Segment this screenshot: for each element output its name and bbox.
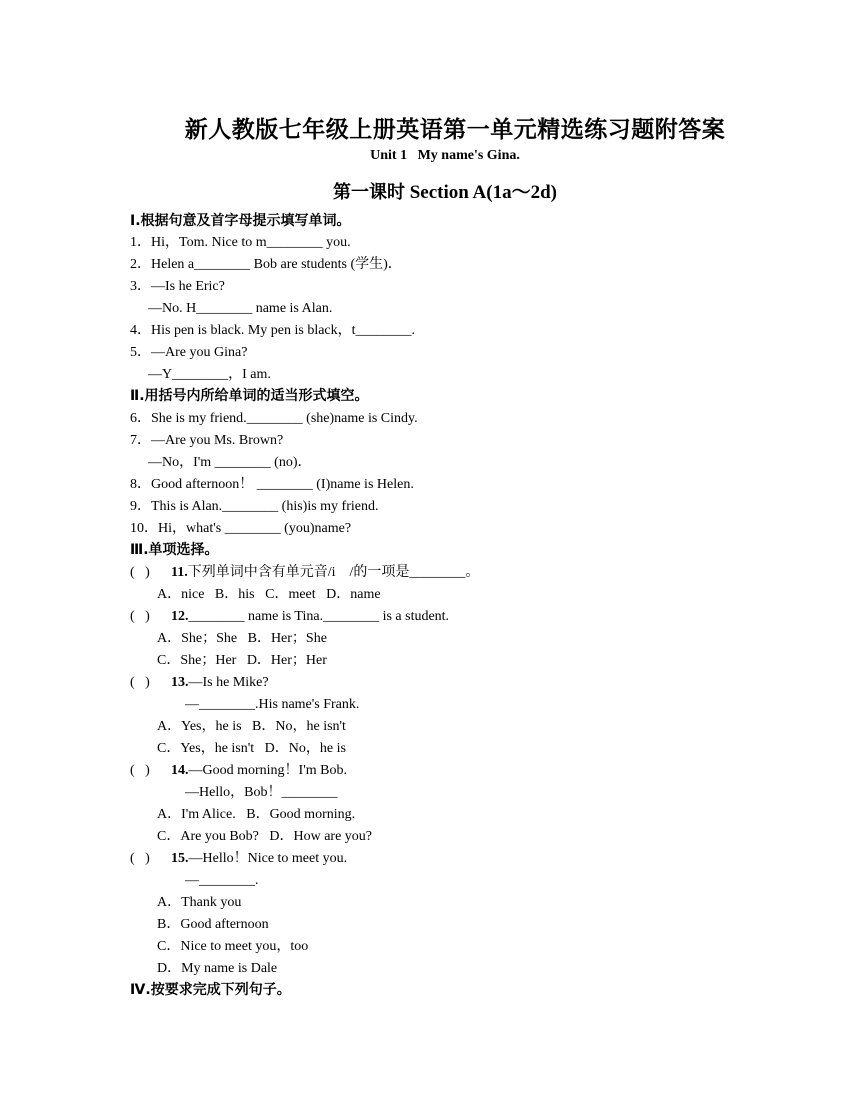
question-14-number: 14.	[171, 763, 189, 778]
question-8: 8．Good afternoon！ ________ (I)name is Helen.	[130, 477, 414, 492]
question-12-stem: ________ name is Tina.________ is a student.	[188, 609, 450, 624]
question-13-line-2: —________.His name's Frank.	[185, 697, 360, 712]
answer-paren-12: ( )	[130, 609, 150, 624]
question-4: 4．His pen is black. My pen is black，t________.	[130, 323, 416, 338]
answer-paren-11: ( )	[130, 565, 150, 580]
question-11-stem: 下列单词中含有单元音/i /的一项是________。	[187, 565, 480, 580]
question-13-options-1: A．Yes，he is B．No，he isn't	[157, 719, 346, 734]
answer-paren-13: ( )	[130, 675, 150, 690]
section-3-heading: Ⅲ.单项选择。	[130, 542, 219, 558]
question-12	[171, 608, 449, 626]
question-15-number: 15.	[171, 851, 189, 866]
lesson-title	[0, 177, 860, 204]
section-2-heading: Ⅱ.用括号内所给单词的适当形式填空。	[130, 388, 369, 404]
question-15-line-2: —________.	[185, 873, 259, 888]
question-12-options-1: A．She；She B．Her；She	[157, 631, 327, 646]
question-15-option-a: A．Thank you	[157, 895, 242, 910]
question-3: 3．—Is he Eric?	[130, 279, 225, 294]
question-12-number: 12.	[171, 609, 189, 624]
unit-title: Unit 1 My name's Gina.	[370, 148, 520, 163]
question-12-options-2: C．She；Her D．Her；Her	[157, 653, 327, 668]
section-1-heading: Ⅰ.根据句意及首字母提示填写单词。	[130, 213, 351, 229]
question-11-number: 11.	[171, 565, 188, 580]
question-5-line-2: —Y________，I am.	[148, 367, 271, 382]
section-4-heading: Ⅳ.按要求完成下列句子。	[130, 982, 291, 998]
question-15-option-c: C．Nice to meet you，too	[157, 939, 309, 954]
lesson-title-en: Section A(1a～2d)	[404, 182, 557, 203]
question-15-option-b: B．Good afternoon	[157, 917, 269, 932]
question-10: 10．Hi，what's ________ (you)name?	[130, 521, 352, 536]
question-13	[171, 674, 269, 692]
question-5: 5．—Are you Gina?	[130, 345, 248, 360]
document-title: 新人教版七年级上册英语第一单元精选练习题附答案	[184, 117, 726, 143]
question-7-line-2: —No，I'm ________ (no)．	[148, 455, 312, 470]
question-13-stem: —Is he Mike?	[188, 675, 269, 690]
question-14-stem: —Good morning！I'm Bob.	[188, 763, 347, 778]
question-15	[171, 850, 347, 868]
question-13-number: 13.	[171, 675, 189, 690]
question-14-options-1: A．I'm Alice. B．Good morning.	[157, 807, 356, 822]
question-14-options-2: C．Are you Bob? D．How are you?	[157, 829, 373, 844]
question-7: 7．—Are you Ms. Brown?	[130, 433, 284, 448]
answer-paren-15: ( )	[130, 851, 150, 866]
question-11	[171, 564, 479, 582]
answer-paren-14: ( )	[130, 763, 150, 778]
lesson-title-cn: 第一课时	[332, 182, 405, 203]
question-3-line-2: —No. H________ name is Alan.	[148, 301, 333, 316]
question-2: 2．Helen a________ Bob are students (学生)．	[130, 257, 402, 272]
question-1: 1．Hi，Tom. Nice to m________ you.	[130, 235, 351, 250]
question-15-option-d: D．My name is Dale	[157, 961, 278, 976]
question-13-options-2: C．Yes，he isn't D．No，he is	[157, 741, 346, 756]
question-14	[171, 762, 347, 780]
question-15-stem: —Hello！Nice to meet you.	[188, 851, 348, 866]
question-14-line-2: —Hello，Bob！________	[185, 785, 338, 800]
question-11-options: A．nice B．his C．meet D．name	[157, 587, 381, 602]
question-9: 9．This is Alan.________ (his)is my friend.	[130, 499, 379, 514]
question-6: 6．She is my friend.________ (she)name is Cindy.	[130, 411, 418, 426]
